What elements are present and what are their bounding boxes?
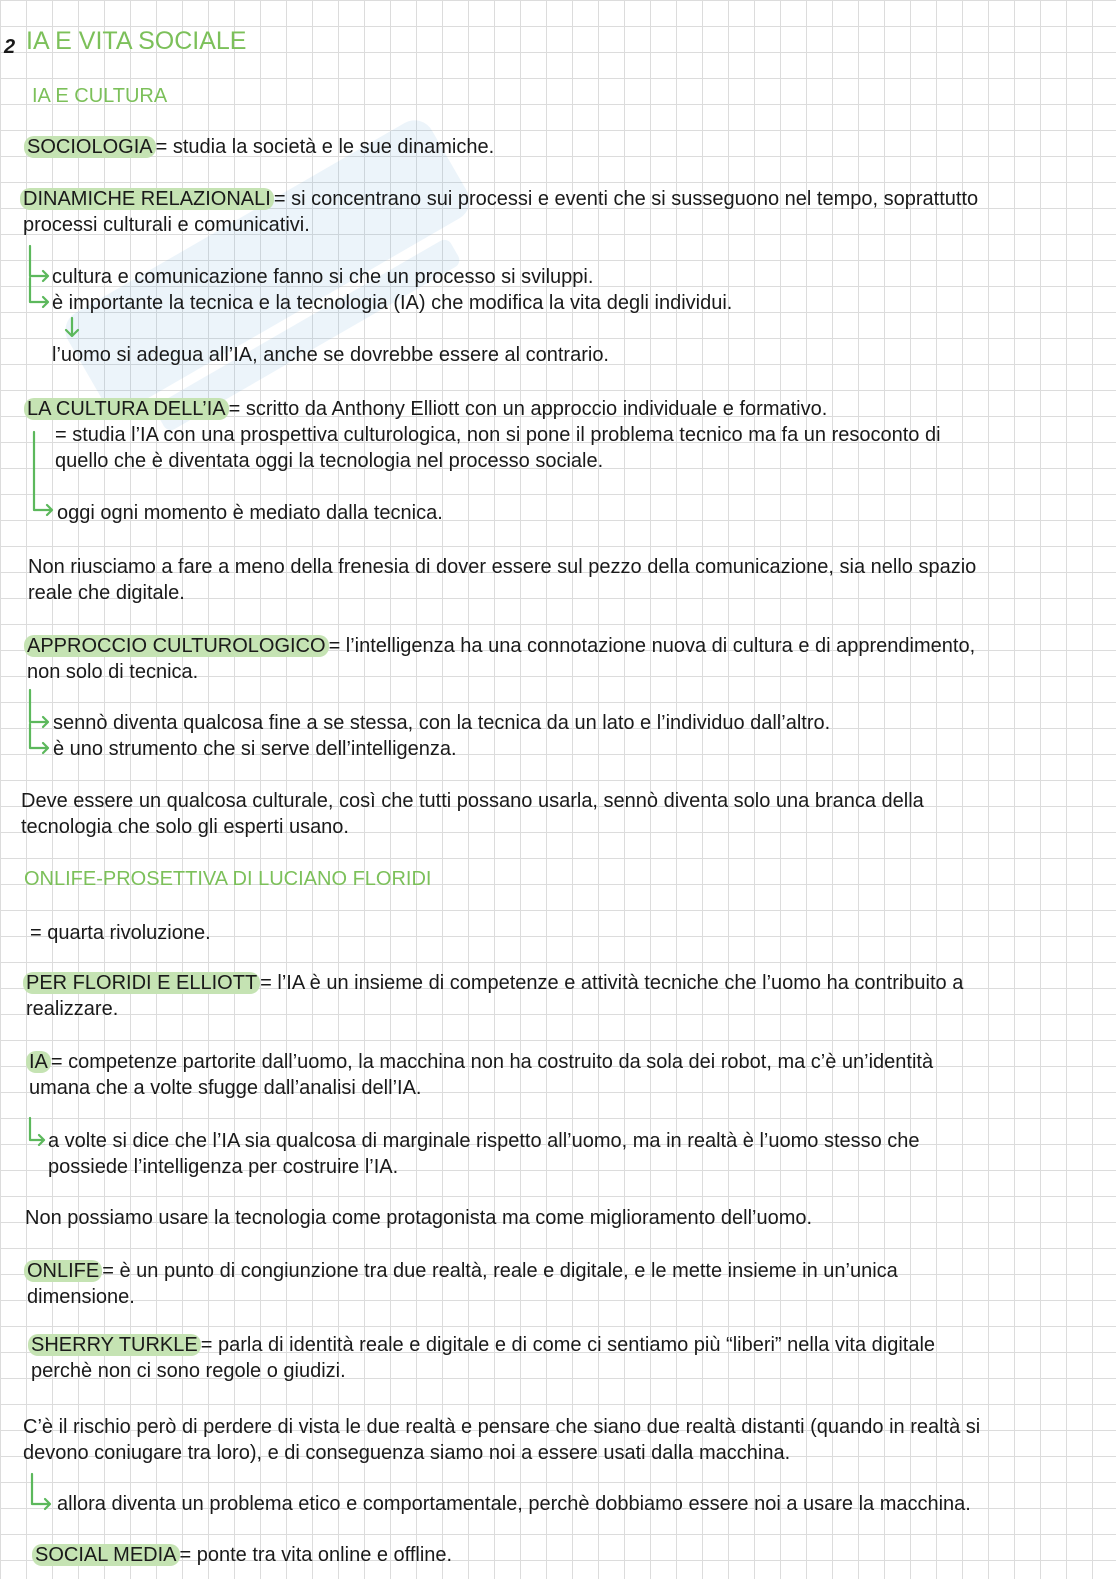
text-line: perchè non ci sono regole o giudizi. bbox=[31, 1360, 346, 1382]
section-heading: ONLIFE-PROSETTIVA DI LUCIANO FLORIDI bbox=[24, 868, 432, 890]
text-line: DINAMICHE RELAZIONALI = si concentrano sui processi e eventi che si susseguono nel tempo, soprattutto bbox=[23, 186, 978, 212]
term-highlight: SOCIAL MEDIA bbox=[32, 1544, 180, 1566]
text-line: oggi ogni momento è mediato dalla tecnica. bbox=[57, 502, 443, 524]
text-line: realizzare. bbox=[26, 998, 119, 1020]
text-line: possiede l’intelligenza per costruire l’IA. bbox=[48, 1156, 399, 1178]
text-line: = studia l’IA con una prospettiva culturologica, non si pone il problema tecnico ma fa un resoconto di bbox=[55, 424, 941, 446]
text-line: l’uomo si adegua all’IA, anche se dovrebbe essere al contrario. bbox=[52, 344, 609, 366]
arrow-icon bbox=[30, 1118, 44, 1145]
page-number: 2 bbox=[4, 36, 16, 58]
arrow-down-icon bbox=[66, 318, 78, 336]
section-heading: IA E CULTURA bbox=[32, 85, 168, 107]
term-highlight: ONLIFE bbox=[24, 1260, 102, 1282]
arrow-icon bbox=[32, 1474, 50, 1509]
text-line: Deve essere un qualcosa culturale, così che tutti possano usarla, sennò diventa solo una branca della bbox=[21, 790, 924, 812]
text-line: sennò diventa qualcosa fine a se stessa, con la tecnica da un lato e l’individuo dall’altro. bbox=[53, 712, 831, 734]
term-highlight: SHERRY TURKLE bbox=[28, 1334, 201, 1356]
text-line: reale che digitale. bbox=[28, 582, 185, 604]
text-line: SHERRY TURKLE = parla di identità reale e digitale e di come ci sentiamo più “liberi” nella vita digitale bbox=[31, 1332, 935, 1358]
arrow-icon bbox=[34, 432, 52, 515]
text-line: umana che a volte sfugge dall’analisi dell’IA. bbox=[29, 1077, 422, 1099]
term-highlight: LA CULTURA DELL’IA bbox=[24, 398, 229, 420]
text-line: cultura e comunicazione fanno si che un processo si sviluppi. bbox=[52, 266, 594, 288]
text-line: IA = competenze partorite dall’uomo, la macchina non ha costruito da sola dei robot, ma c’è un’identità bbox=[29, 1049, 933, 1075]
text-line: SOCIAL MEDIA = ponte tra vita online e offline. bbox=[35, 1542, 452, 1568]
text-line: processi culturali e comunicativi. bbox=[23, 214, 310, 236]
text-line: SOCIOLOGIA = studia la società e le sue dinamiche. bbox=[27, 134, 494, 160]
text-line: Non possiamo usare la tecnologia come protagonista ma come miglioramento dell’uomo. bbox=[25, 1207, 813, 1229]
text-line: è uno strumento che si serve dell’intelligenza. bbox=[53, 738, 457, 760]
text-line: C’è il rischio però di perdere di vista le due realtà e pensare che siano due realtà distanti (quando in realtà si bbox=[23, 1416, 981, 1438]
text-line: devono coniugare tra loro), e di conseguenza siamo noi a essere usati dalla macchina. bbox=[23, 1442, 791, 1464]
text-line: PER FLORIDI E ELLIOTT = l’IA è un insieme di competenze e attività tecniche che l’uomo ha contribuito a bbox=[26, 970, 963, 996]
arrow-icon bbox=[30, 690, 48, 727]
text-line: dimensione. bbox=[27, 1286, 135, 1308]
text-line: a volte si dice che l’IA sia qualcosa di marginale rispetto all’uomo, ma in realtà è l’uomo stesso che bbox=[48, 1130, 920, 1152]
term-highlight: DINAMICHE RELAZIONALI bbox=[20, 188, 274, 210]
text-line: è importante la tecnica e la tecnologia (IA) che modifica la vita degli individui. bbox=[52, 292, 733, 314]
text-line: ONLIFE = è un punto di congiunzione tra due realtà, reale e digitale, e le mette insieme in un’unica bbox=[27, 1258, 898, 1284]
text-line: = quarta rivoluzione. bbox=[30, 922, 211, 944]
page-title: IA E VITA SOCIALE bbox=[26, 27, 247, 55]
text-line: non solo di tecnica. bbox=[27, 661, 199, 683]
text-line: LA CULTURA DELL’IA = scritto da Anthony Elliott con un approccio individuale e formativo. bbox=[27, 396, 827, 422]
text-line: allora diventa un problema etico e comportamentale, perchè dobbiamo essere noi a usare la macchina. bbox=[57, 1493, 971, 1515]
text-line: tecnologia che solo gli esperti usano. bbox=[21, 816, 349, 838]
arrow-icon bbox=[30, 246, 48, 281]
arrow-icon bbox=[30, 278, 48, 307]
term-highlight: APPROCCIO CULTUROLOGICO bbox=[24, 635, 329, 657]
text-line: Non riusciamo a fare a meno della frenesia di dover essere sul pezzo della comunicazione, sia nello spazio bbox=[28, 556, 977, 578]
text-line: quello che è diventata oggi la tecnologia nel processo sociale. bbox=[55, 450, 604, 472]
text-line: APPROCCIO CULTUROLOGICO = l’intelligenza ha una connotazione nuova di cultura e di apprendimento, bbox=[27, 633, 975, 659]
term-highlight: IA bbox=[26, 1051, 51, 1073]
arrow-icon bbox=[30, 724, 48, 753]
term-highlight: PER FLORIDI E ELLIOTT bbox=[23, 972, 260, 994]
term-highlight: SOCIOLOGIA bbox=[24, 136, 156, 158]
